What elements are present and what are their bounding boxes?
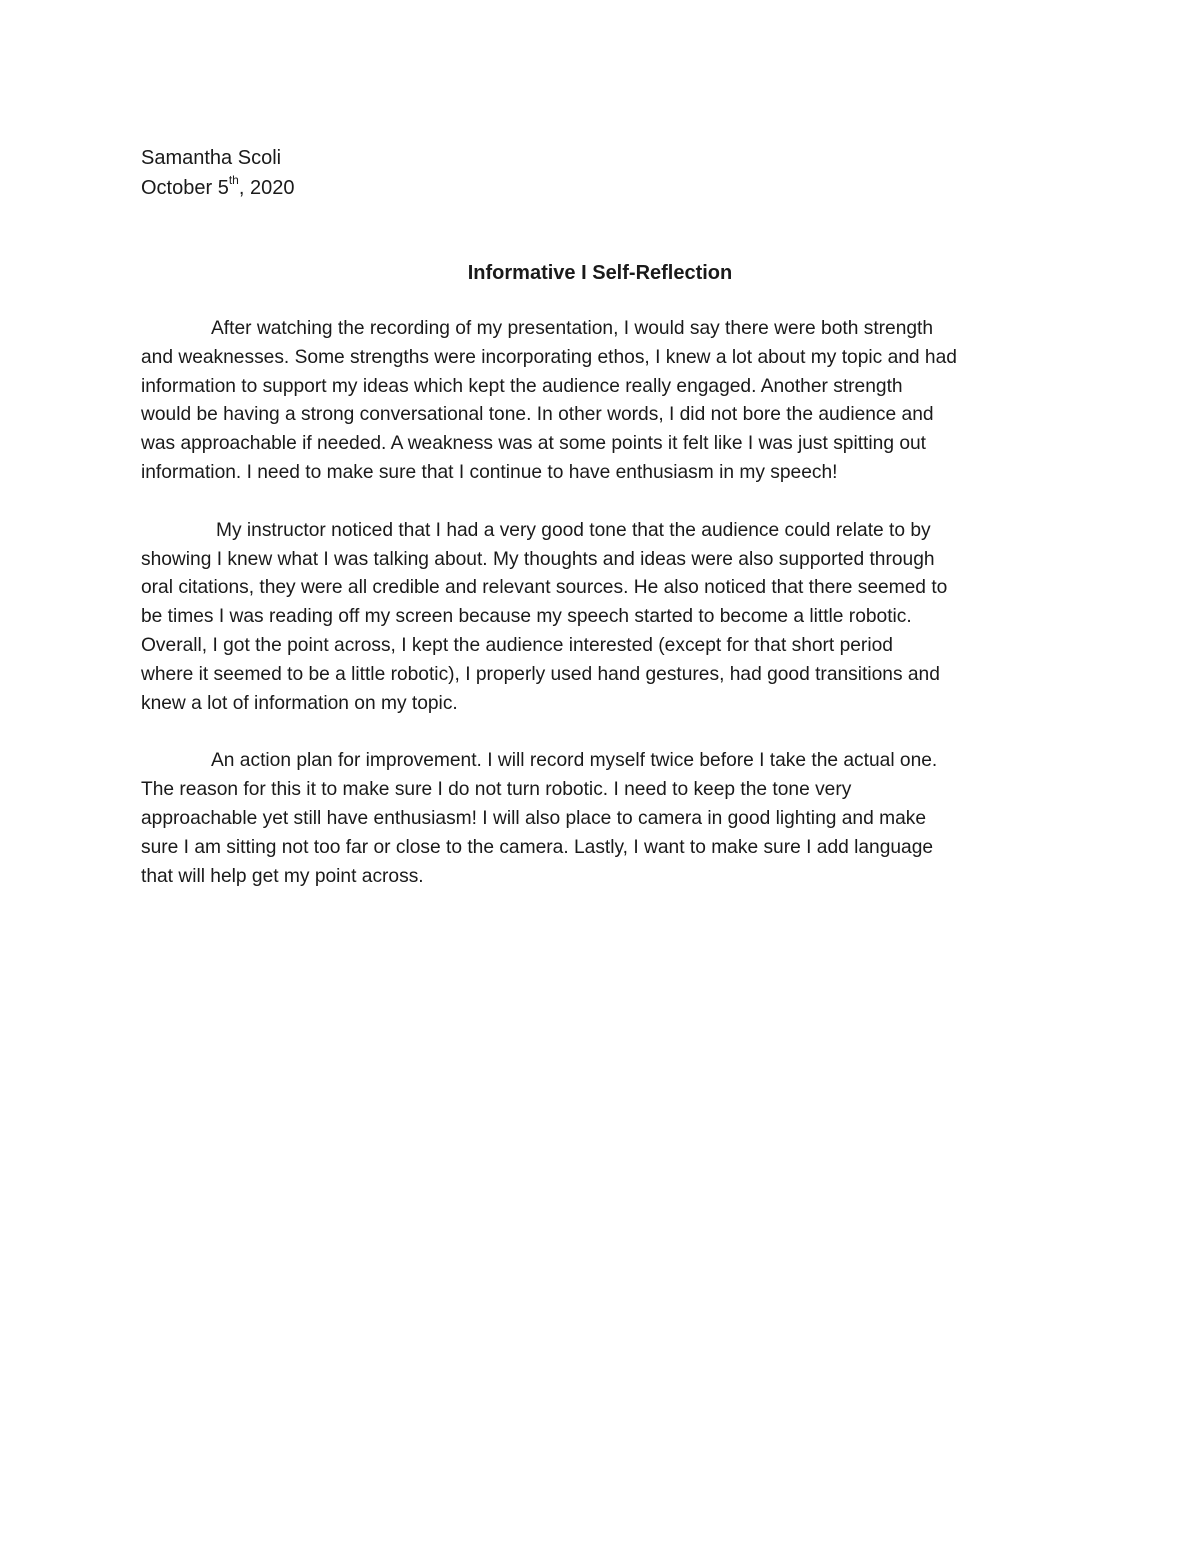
text-line: Overall, I got the point across, I kept the audience interested (except for that short period [141, 634, 893, 656]
paragraph-instructor-feedback [141, 517, 1071, 719]
document-body [141, 315, 1071, 920]
document-header [141, 143, 294, 203]
text-line: where it seemed to be a little robotic), I properly used hand gestures, had good transitions and [141, 663, 940, 685]
text-line: information to support my ideas which kept the audience really engaged. Another strength [141, 375, 903, 397]
paragraph-strengths-weaknesses [141, 315, 1071, 488]
text-line: An action plan for improvement. I will record myself twice before I take the actual one. [211, 750, 938, 772]
text-line: information. I need to make sure that I continue to have enthusiasm in my speech! [141, 461, 838, 483]
date-year: , 2020 [238, 177, 295, 199]
text-line: was approachable if needed. A weakness was at some points it felt like I was just spitting out [141, 433, 926, 455]
text-line: oral citations, they were all credible and relevant sources. He also noticed that there seemed to [141, 577, 948, 599]
text-line: My instructor noticed that I had a very good tone that the audience could relate to by [216, 519, 931, 541]
text-line: knew a lot of information on my topic. [141, 692, 458, 714]
text-line: showing I knew what I was talking about. My thoughts and ideas were also supported through [141, 548, 935, 570]
document-date [141, 173, 294, 203]
text-line: would be having a strong conversational tone. In other words, I did not bore the audience and [141, 404, 934, 426]
text-line: After watching the recording of my presentation, I would say there were both strength [211, 318, 934, 339]
paragraph-action-plan [141, 747, 1071, 891]
date-ordinal: th [228, 173, 239, 188]
text-line: and weaknesses. Some strengths were incorporating ethos, I knew a lot about my topic and had [141, 346, 957, 368]
text-line: approachable yet still have enthusiasm! I will also place to camera in good lighting and make [141, 807, 927, 829]
date-text: October 5 [141, 177, 229, 199]
text-line: The reason for this it to make sure I do not turn robotic. I need to keep the tone very [141, 779, 852, 801]
text-line: sure I am sitting not too far or close to the camera. Lastly, I want to make sure I add language [141, 836, 934, 858]
author-name: Samantha Scoli [141, 147, 282, 169]
text-line: that will help get my point across. [141, 865, 424, 887]
text-line: be times I was reading off my screen because my speech started to become a little robotic. [141, 606, 912, 628]
document-title: Informative I Self-Reflection [467, 262, 733, 284]
